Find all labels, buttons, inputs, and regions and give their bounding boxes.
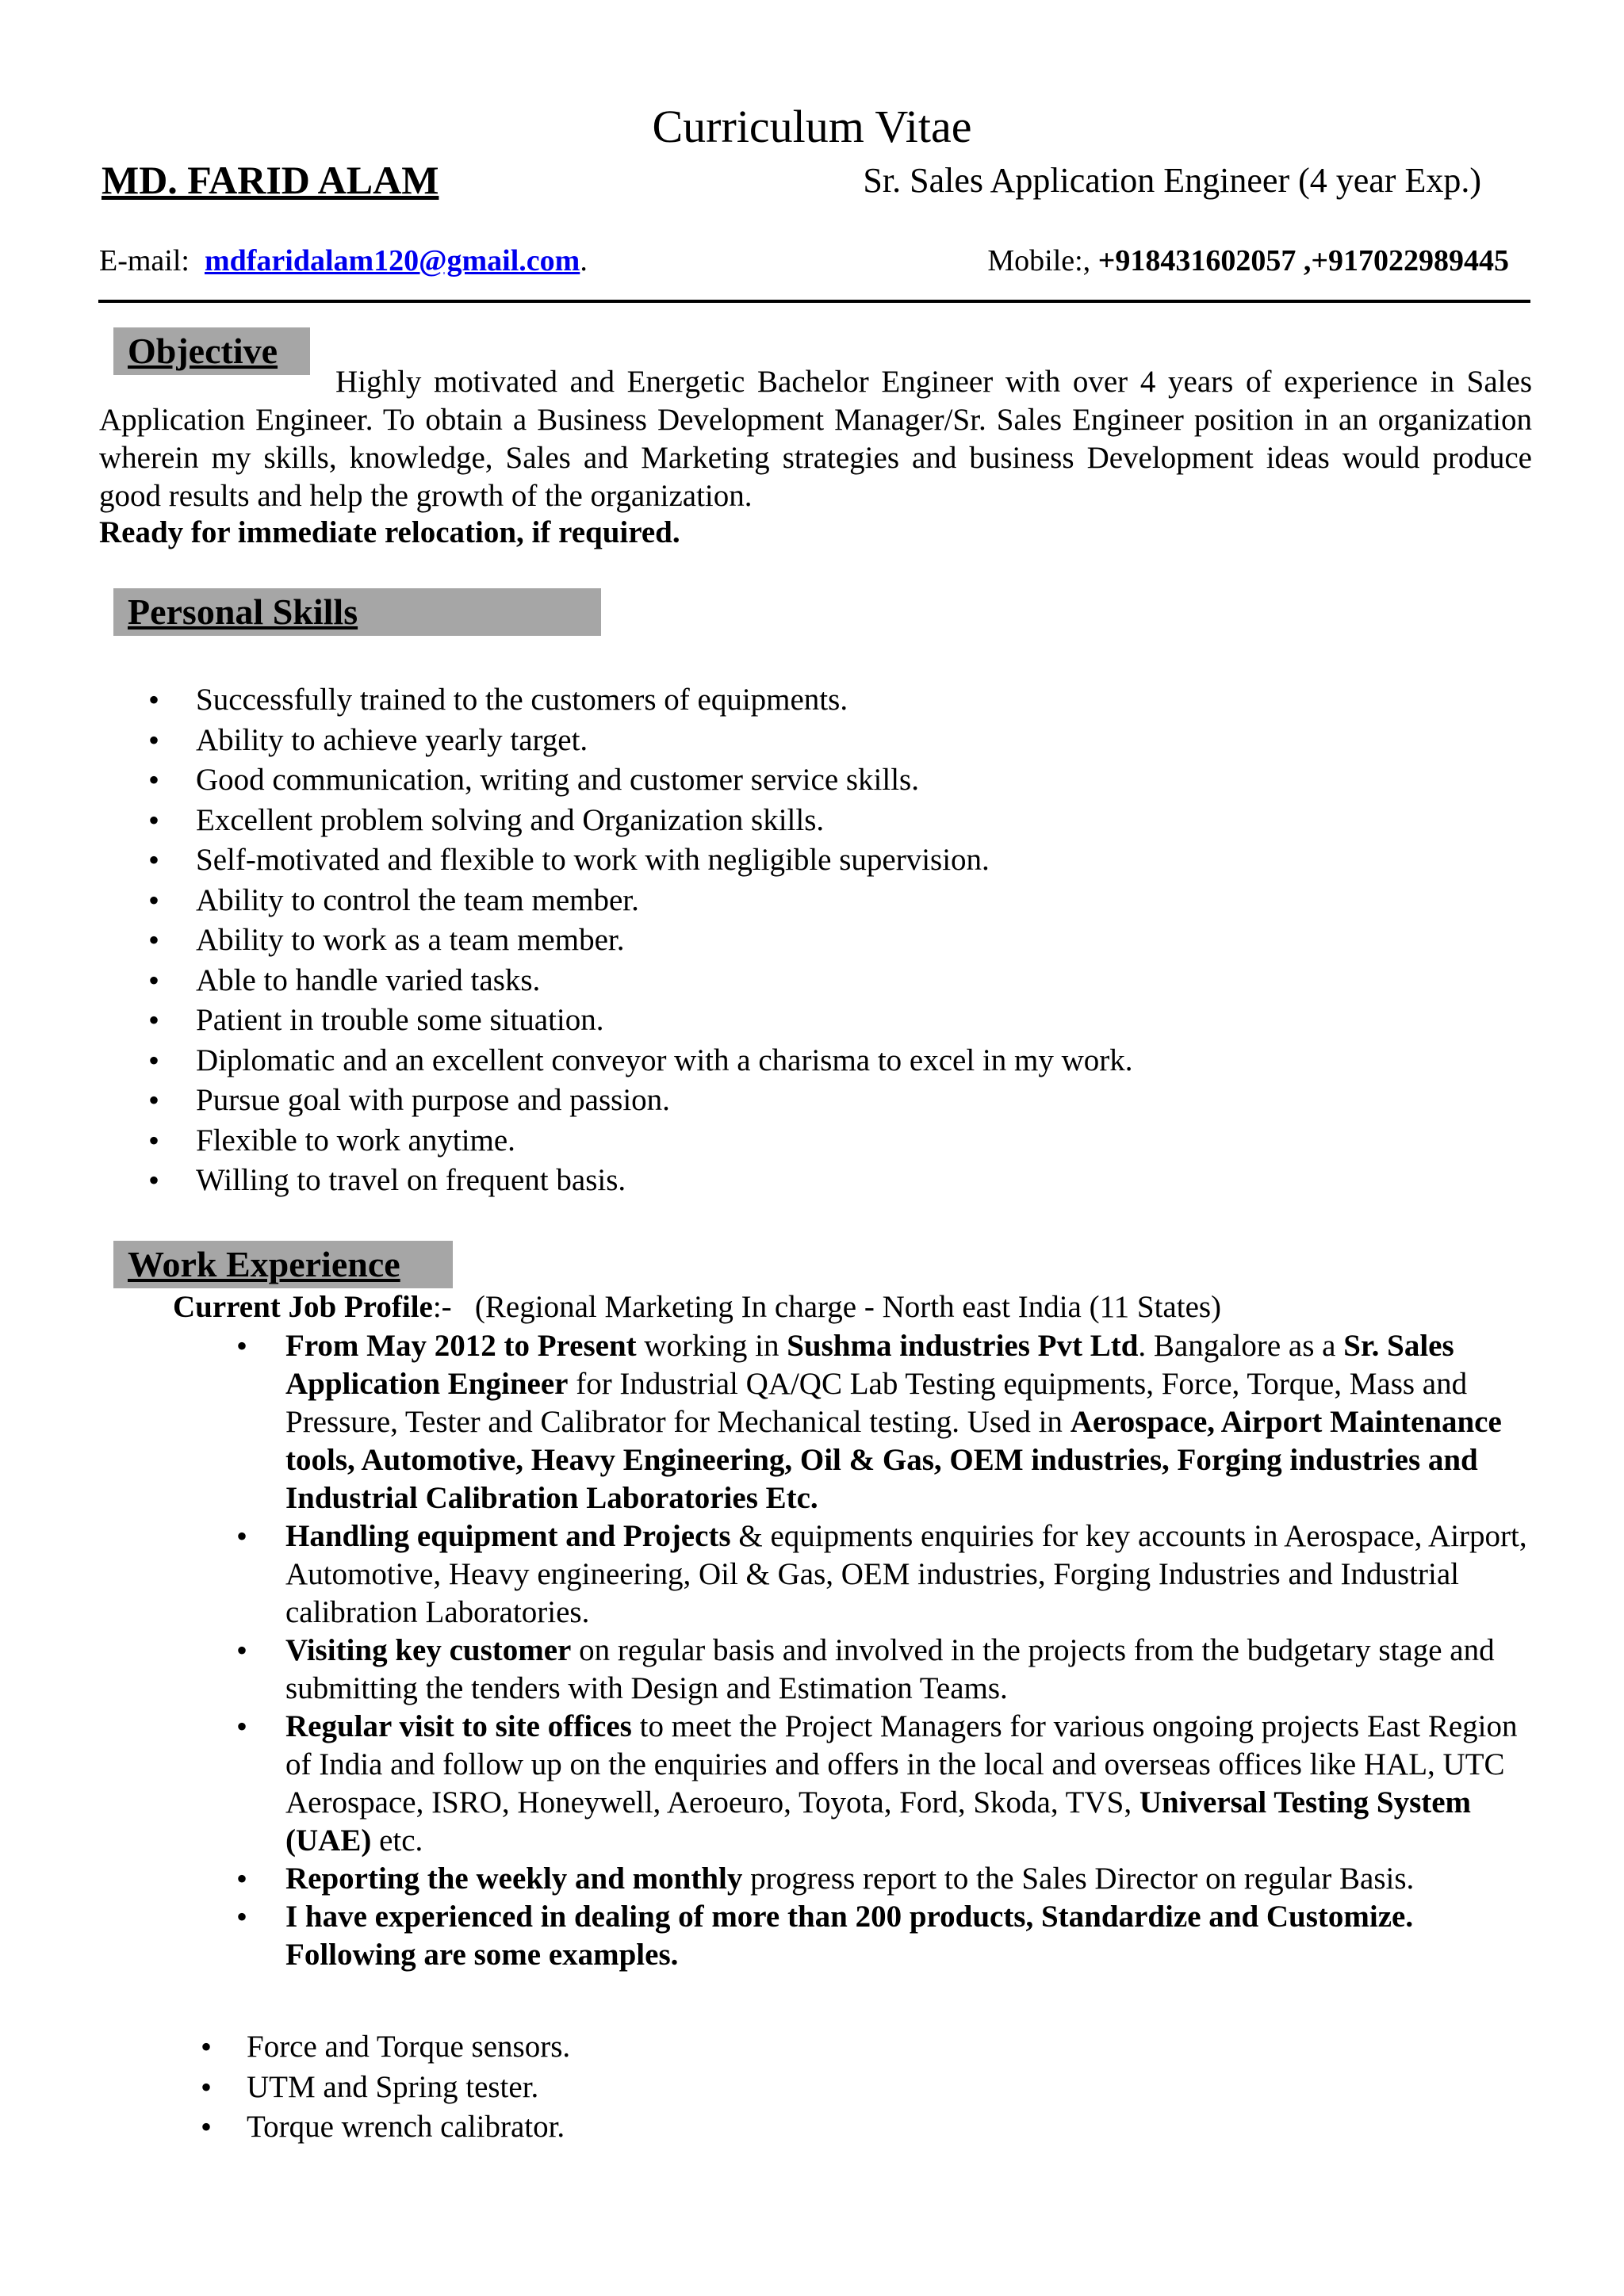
objective-text-block — [99, 363, 1532, 515]
work-item-highlight: Aerospace, Airport Maintenance tools, Automotive, Heavy Engineering, Oil & Gas, OEM industries, Forging industries and Industrial Calibration Laboratories Etc. — [285, 1405, 1502, 1515]
example-item: • UTM and Spring tester. — [99, 2068, 570, 2108]
current-job-profile — [173, 1288, 1221, 1326]
email-suffix: . — [580, 244, 588, 277]
email-row — [99, 243, 588, 279]
candidate-role: Sr. Sales Application Engineer (4 year Exp.) — [863, 161, 1481, 200]
work-list — [173, 1327, 1530, 1974]
mobile-label: Mobile:, — [987, 244, 1091, 277]
candidate-name: MD. FARID ALAM — [102, 158, 439, 202]
skills-heading: Personal Skills — [128, 591, 358, 632]
example-item: • Force and Torque sensors. — [99, 2027, 570, 2068]
work-item — [173, 1327, 1530, 1517]
work-item-highlight: Regular visit to site offices — [285, 1709, 632, 1743]
work-item-highlight: Sushma industries Pvt Ltd — [787, 1329, 1139, 1363]
work-item — [173, 1708, 1530, 1860]
profile-separator: :- — [432, 1290, 452, 1324]
work-heading: Work Experience — [128, 1244, 400, 1284]
work-item-highlight: I have experienced in dealing of more than 200 products, Standardize and Customize. Following are some examples. — [285, 1900, 1414, 1972]
example-item: • Torque wrench calibrator. — [99, 2107, 570, 2148]
skill-item: • Flexible to work anytime. — [99, 1121, 1133, 1161]
work-item-text: progress report to the Sales Director on regular Basis. — [742, 1862, 1415, 1896]
work-item-text: for Industrial QA/QC Lab Testing equipments, Force, Torque, Mass and Pressure, Tester and Calibrator for Mechanical testing. Used in — [285, 1367, 1468, 1439]
skill-item: • Good communication, writing and customer service skills. — [99, 760, 1133, 801]
work-item-highlight: Universal Testing System (UAE) — [285, 1785, 1472, 1858]
objective-heading: Objective — [128, 331, 278, 371]
skill-item: • Successfully trained to the customers of equipments. — [99, 680, 1133, 721]
work-item-highlight: From May 2012 to Present — [285, 1329, 637, 1363]
examples-list — [99, 2027, 570, 2148]
mobile-row — [987, 243, 1509, 279]
document-title: Curriculum Vitae — [652, 101, 972, 152]
skill-item: • Ability to work as a team member. — [99, 920, 1133, 961]
profile-label: Current Job Profile — [173, 1290, 433, 1324]
skill-item: • Ability to achieve yearly target. — [99, 721, 1133, 761]
work-item-text: & equipments enquiries for key accounts in Aerospace, Airport, Automotive, Heavy engineering, Oil & Gas, OEM industries, Forging Industries and Industrial calibration Laboratories. — [285, 1519, 1527, 1629]
skill-item: • Able to handle varied tasks. — [99, 961, 1133, 1001]
email-link[interactable]: mdfaridalam120@gmail.com — [204, 244, 580, 277]
relocation-note: Ready for immediate relocation, if required. — [99, 515, 680, 549]
work-item-highlight: Visiting key customer — [285, 1633, 572, 1667]
work-item-highlight: Reporting the weekly and monthly — [285, 1862, 743, 1896]
work-item — [173, 1898, 1530, 1974]
header-divider — [98, 300, 1530, 303]
skill-item: • Ability to control the team member. — [99, 881, 1133, 921]
mobile-numbers: +918431602057 ,+917022989445 — [1097, 244, 1509, 277]
work-item-text: to meet the Project Managers for various ongoing projects East Region of India and follow up on the enquiries and offers in the local and overseas offices like HAL, UTC Aerospace, ISRO, Honeywell, Aeroeuro, Toyota, Ford, Skoda, TVS, — [285, 1709, 1518, 1820]
skill-item: • Diplomatic and an excellent conveyor with a charisma to excel in my work. — [99, 1041, 1133, 1081]
skills-heading-box — [113, 588, 601, 636]
work-item-text: working in — [636, 1329, 787, 1363]
work-item — [173, 1517, 1530, 1632]
skill-item: • Patient in trouble some situation. — [99, 1001, 1133, 1041]
skill-item: • Willing to travel on frequent basis. — [99, 1161, 1133, 1201]
email-label: E-mail: — [99, 244, 190, 277]
skill-item: • Excellent problem solving and Organization skills. — [99, 801, 1133, 841]
work-item-text: . Bangalore as a — [1138, 1329, 1344, 1363]
objective-text: Highly motivated and Energetic Bachelor Engineer with over 4 years of experience in Sales Application Engineer. To obtain a Business Development Manager/Sr. Sales Engineer position in an organization wherein my skills, knowledge, Sales and Marketing strategies and business Development ideas would produce good results and help the growth of the organization. — [99, 365, 1532, 513]
work-heading-box — [113, 1241, 453, 1288]
skill-item: • Self-motivated and flexible to work with negligible supervision. — [99, 840, 1133, 881]
profile-text: (Regional Marketing In charge - North east India (11 States) — [474, 1290, 1222, 1324]
skills-list — [99, 680, 1133, 1201]
work-item-text: on regular basis and involved in the projects from the budgetary stage and submitting the tenders with Design and Estimation Teams. — [285, 1633, 1495, 1705]
work-item-highlight: Handling equipment and Projects — [285, 1519, 731, 1553]
work-item-highlight: Sr. Sales Application Engineer — [285, 1329, 1454, 1401]
work-item-text: etc. — [371, 1823, 423, 1858]
work-item — [173, 1860, 1530, 1898]
work-item — [173, 1632, 1530, 1708]
skill-item: • Pursue goal with purpose and passion. — [99, 1081, 1133, 1121]
